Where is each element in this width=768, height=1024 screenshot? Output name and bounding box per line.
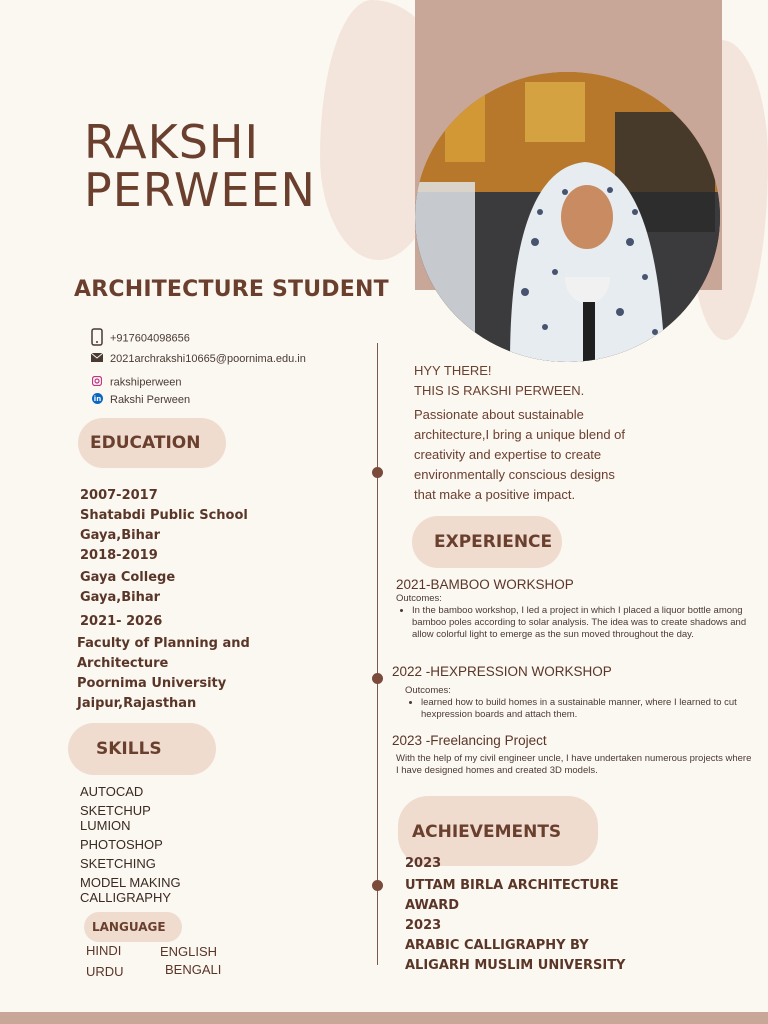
intro-greeting (414, 361, 584, 401)
edu-line: Jaipur,Rajasthan (77, 696, 197, 711)
timeline-dot (372, 467, 383, 478)
last-name: PERWEEN (84, 163, 316, 217)
language-item: HINDI (86, 943, 122, 958)
skills-heading: SKILLS (68, 723, 216, 775)
experience-heading: EXPERIENCE (412, 516, 562, 568)
experience-details (396, 593, 756, 641)
intro-line: Passionate about sustainable (414, 407, 584, 422)
contact-phone[interactable] (90, 328, 190, 349)
intro-line: creativity and expertise to create (414, 447, 602, 462)
skills-list (80, 784, 181, 905)
edu-line: Gaya,Bihar (80, 590, 161, 605)
achievement-line: 2023 (405, 856, 442, 871)
skill-item: LUMION (80, 818, 131, 833)
language-item: ENGLISH (160, 944, 218, 959)
edu-line: Architecture (77, 656, 169, 671)
edu-line: Faculty of Planning and (77, 636, 250, 651)
experience-text: With the help of my civil engineer uncle, I have undertaken numerous projects where I have designed homes and created 3D models. (396, 753, 752, 776)
achievement-line: 2023 (405, 918, 442, 933)
timeline-dot (372, 880, 383, 891)
phone-icon (90, 328, 104, 349)
skill-item: CALLIGRAPHY (80, 890, 172, 905)
contact-email[interactable] (90, 353, 306, 365)
email-text: 2021archrakshi10665@poornima.edu.in (110, 353, 306, 365)
edu-line: Gaya,Bihar (80, 528, 161, 543)
experience-title: 2022 -HEXPRESSION WORKSHOP (392, 664, 612, 679)
edu-line: Poornima University (77, 676, 227, 691)
intro-line: that make a positive impact. (414, 487, 576, 502)
edu-line: 2007-2017 (80, 488, 158, 503)
achievement-line: ALIGARH MUSLIM UNIVERSITY (405, 958, 626, 973)
achievement-line: UTTAM BIRLA ARCHITECTURE (405, 878, 619, 893)
greeting-line: HYY THERE! (414, 363, 492, 378)
contact-instagram[interactable] (90, 376, 182, 389)
skill-item: SKETCHING (80, 856, 156, 871)
intro-line: environmentally conscious designs (414, 467, 615, 482)
edu-line: Gaya College (80, 570, 176, 585)
edu-line: Shatabdi Public School (80, 508, 248, 523)
skill-item: SKETCHUP (80, 803, 151, 818)
achievement-line: AWARD (405, 898, 460, 913)
intro-line: architecture,I bring a unique blend of (414, 427, 626, 442)
outcomes-label: Outcomes: (396, 593, 442, 604)
intro-paragraph (414, 405, 625, 505)
linkedin-text: Rakshi Perween (110, 393, 191, 406)
experience-details (405, 685, 750, 721)
achievements-list (405, 854, 625, 976)
linkedin-icon (90, 393, 104, 407)
education-list (77, 486, 250, 714)
language-item: URDU (86, 964, 124, 979)
experience-title: 2021-BAMBOO WORKSHOP (396, 577, 574, 592)
experience-title: 2023 -Freelancing Project (392, 733, 547, 748)
language-item: BENGALI (165, 962, 222, 977)
timeline-line (377, 343, 378, 965)
candidate-name (84, 115, 316, 217)
skill-item: PHOTOSHOP (80, 837, 163, 852)
skill-item: MODEL MAKING (80, 875, 181, 890)
skill-item: AUTOCAD (80, 784, 144, 799)
achievements-heading: ACHIEVEMENTS (398, 796, 598, 866)
edu-line: 2018-2019 (80, 548, 158, 563)
outcomes-label: Outcomes: (405, 685, 451, 696)
language-heading: LANGUAGE (84, 912, 182, 942)
intro-name-line: THIS IS RAKSHI PERWEEN. (414, 383, 585, 398)
experience-bullet: • learned how to build homes in a sustainable manner, where I learned to cut hexpression boards and attach them. (421, 697, 750, 721)
instagram-icon (90, 376, 104, 389)
svg-text:in: in (93, 395, 101, 403)
contact-linkedin[interactable] (90, 393, 190, 407)
role-title: ARCHITECTURE STUDENT (74, 277, 389, 302)
achievement-line: ARABIC CALLIGRAPHY BY (405, 938, 589, 953)
education-heading: EDUCATION (78, 418, 226, 468)
mail-icon (90, 353, 104, 365)
profile-photo (415, 72, 720, 362)
bottom-accent-bar (0, 1012, 768, 1024)
timeline-dot (372, 673, 383, 684)
first-name: RAKSHI (84, 115, 260, 169)
instagram-text: rakshiperween (110, 376, 182, 389)
edu-line: 2021- 2026 (80, 614, 163, 629)
experience-bullet: • In the bamboo workshop, I led a project in which I placed a liquor bottle among bamboo poles according to solar analysis. The idea was to create shadows and allow colorful light to emerge as the sun moved throughout the day. (412, 605, 756, 641)
phone-text: +917604098656 (110, 332, 190, 345)
